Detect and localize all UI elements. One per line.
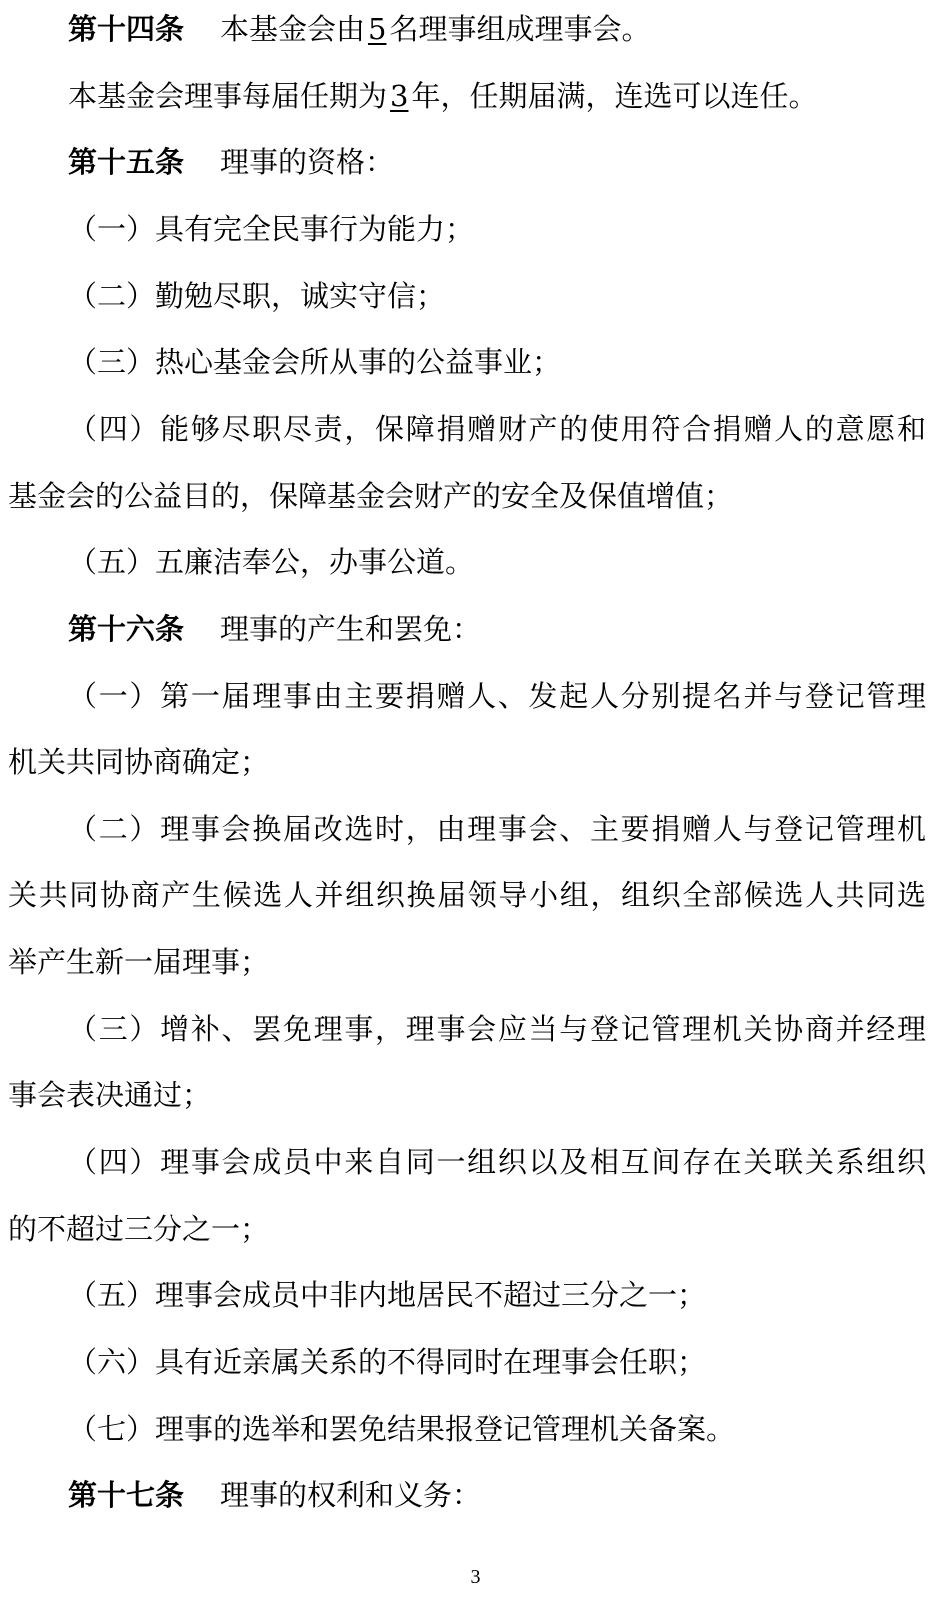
list-item: （六）具有近亲属关系的不得同时在理事会任职； [68,1345,707,1379]
term-text-before: 本基金会理事每届任期为 [68,79,388,113]
article-14-line-1 [68,12,651,46]
article-17-text: 理事的权利和义务： [220,1478,482,1512]
article-15-text: 理事的资格： [220,145,395,179]
list-item-continuation: 基金会的公益目的，保障基金会财产的安全及保值增值； [8,479,734,513]
list-item: （四）理事会成员中来自同一组织以及相互间存在关联关系组织 [68,1145,926,1179]
list-item: （二）理事会换届改选时，由理事会、主要捐赠人与登记管理机 [68,812,926,846]
article-14-text-before: 本基金会由 [220,12,366,46]
list-item: （三）增补、罢免理事，理事会应当与登记管理机关协商并经理 [68,1012,926,1046]
list-item: （四）能够尽职尽责，保障捐赠财产的使用符合捐赠人的意愿和 [68,412,926,446]
article-16-line [68,612,481,646]
list-item: （五）五廉洁奉公，办事公道。 [68,545,475,579]
article-17-heading: 第十七条 [68,1478,185,1512]
list-item: （一）具有完全民事行为能力； [68,212,475,246]
article-16-text: 理事的产生和罢免： [220,612,482,646]
list-item-continuation: 的不超过三分之一； [8,1212,270,1246]
list-item-continuation: 关共同协商产生候选人并组织换届领导小组，组织全部候选人共同选 [8,878,926,912]
list-item-continuation: 机关共同协商确定； [8,745,270,779]
list-item-continuation: 事会表决通过； [8,1078,212,1112]
article-17-line [68,1478,481,1512]
list-item: （七）理事的选举和罢免结果报登记管理机关备案。 [68,1412,736,1446]
page-number: 3 [470,1566,481,1588]
list-item: （一）第一届理事由主要捐赠人、发起人分别提名并与登记管理 [68,679,926,713]
article-14-line-2 [68,79,817,113]
term-years: 3 [390,79,409,113]
term-text-after: 年，任期届满，连选可以连任。 [411,79,818,113]
article-14-heading: 第十四条 [68,12,185,46]
list-item: （三）热心基金会所从事的公益事业； [68,345,562,379]
list-item: （五）理事会成员中非内地居民不超过三分之一； [68,1278,707,1312]
article-15-line [68,145,394,179]
list-item: （二）勤勉尽职，诚实守信； [68,279,446,313]
director-count: 5 [368,12,387,46]
article-15-heading: 第十五条 [68,145,185,179]
article-16-heading: 第十六条 [68,612,185,646]
article-14-text-after: 名理事组成理事会。 [389,12,651,46]
list-item-continuation: 举产生新一届理事； [8,945,270,979]
